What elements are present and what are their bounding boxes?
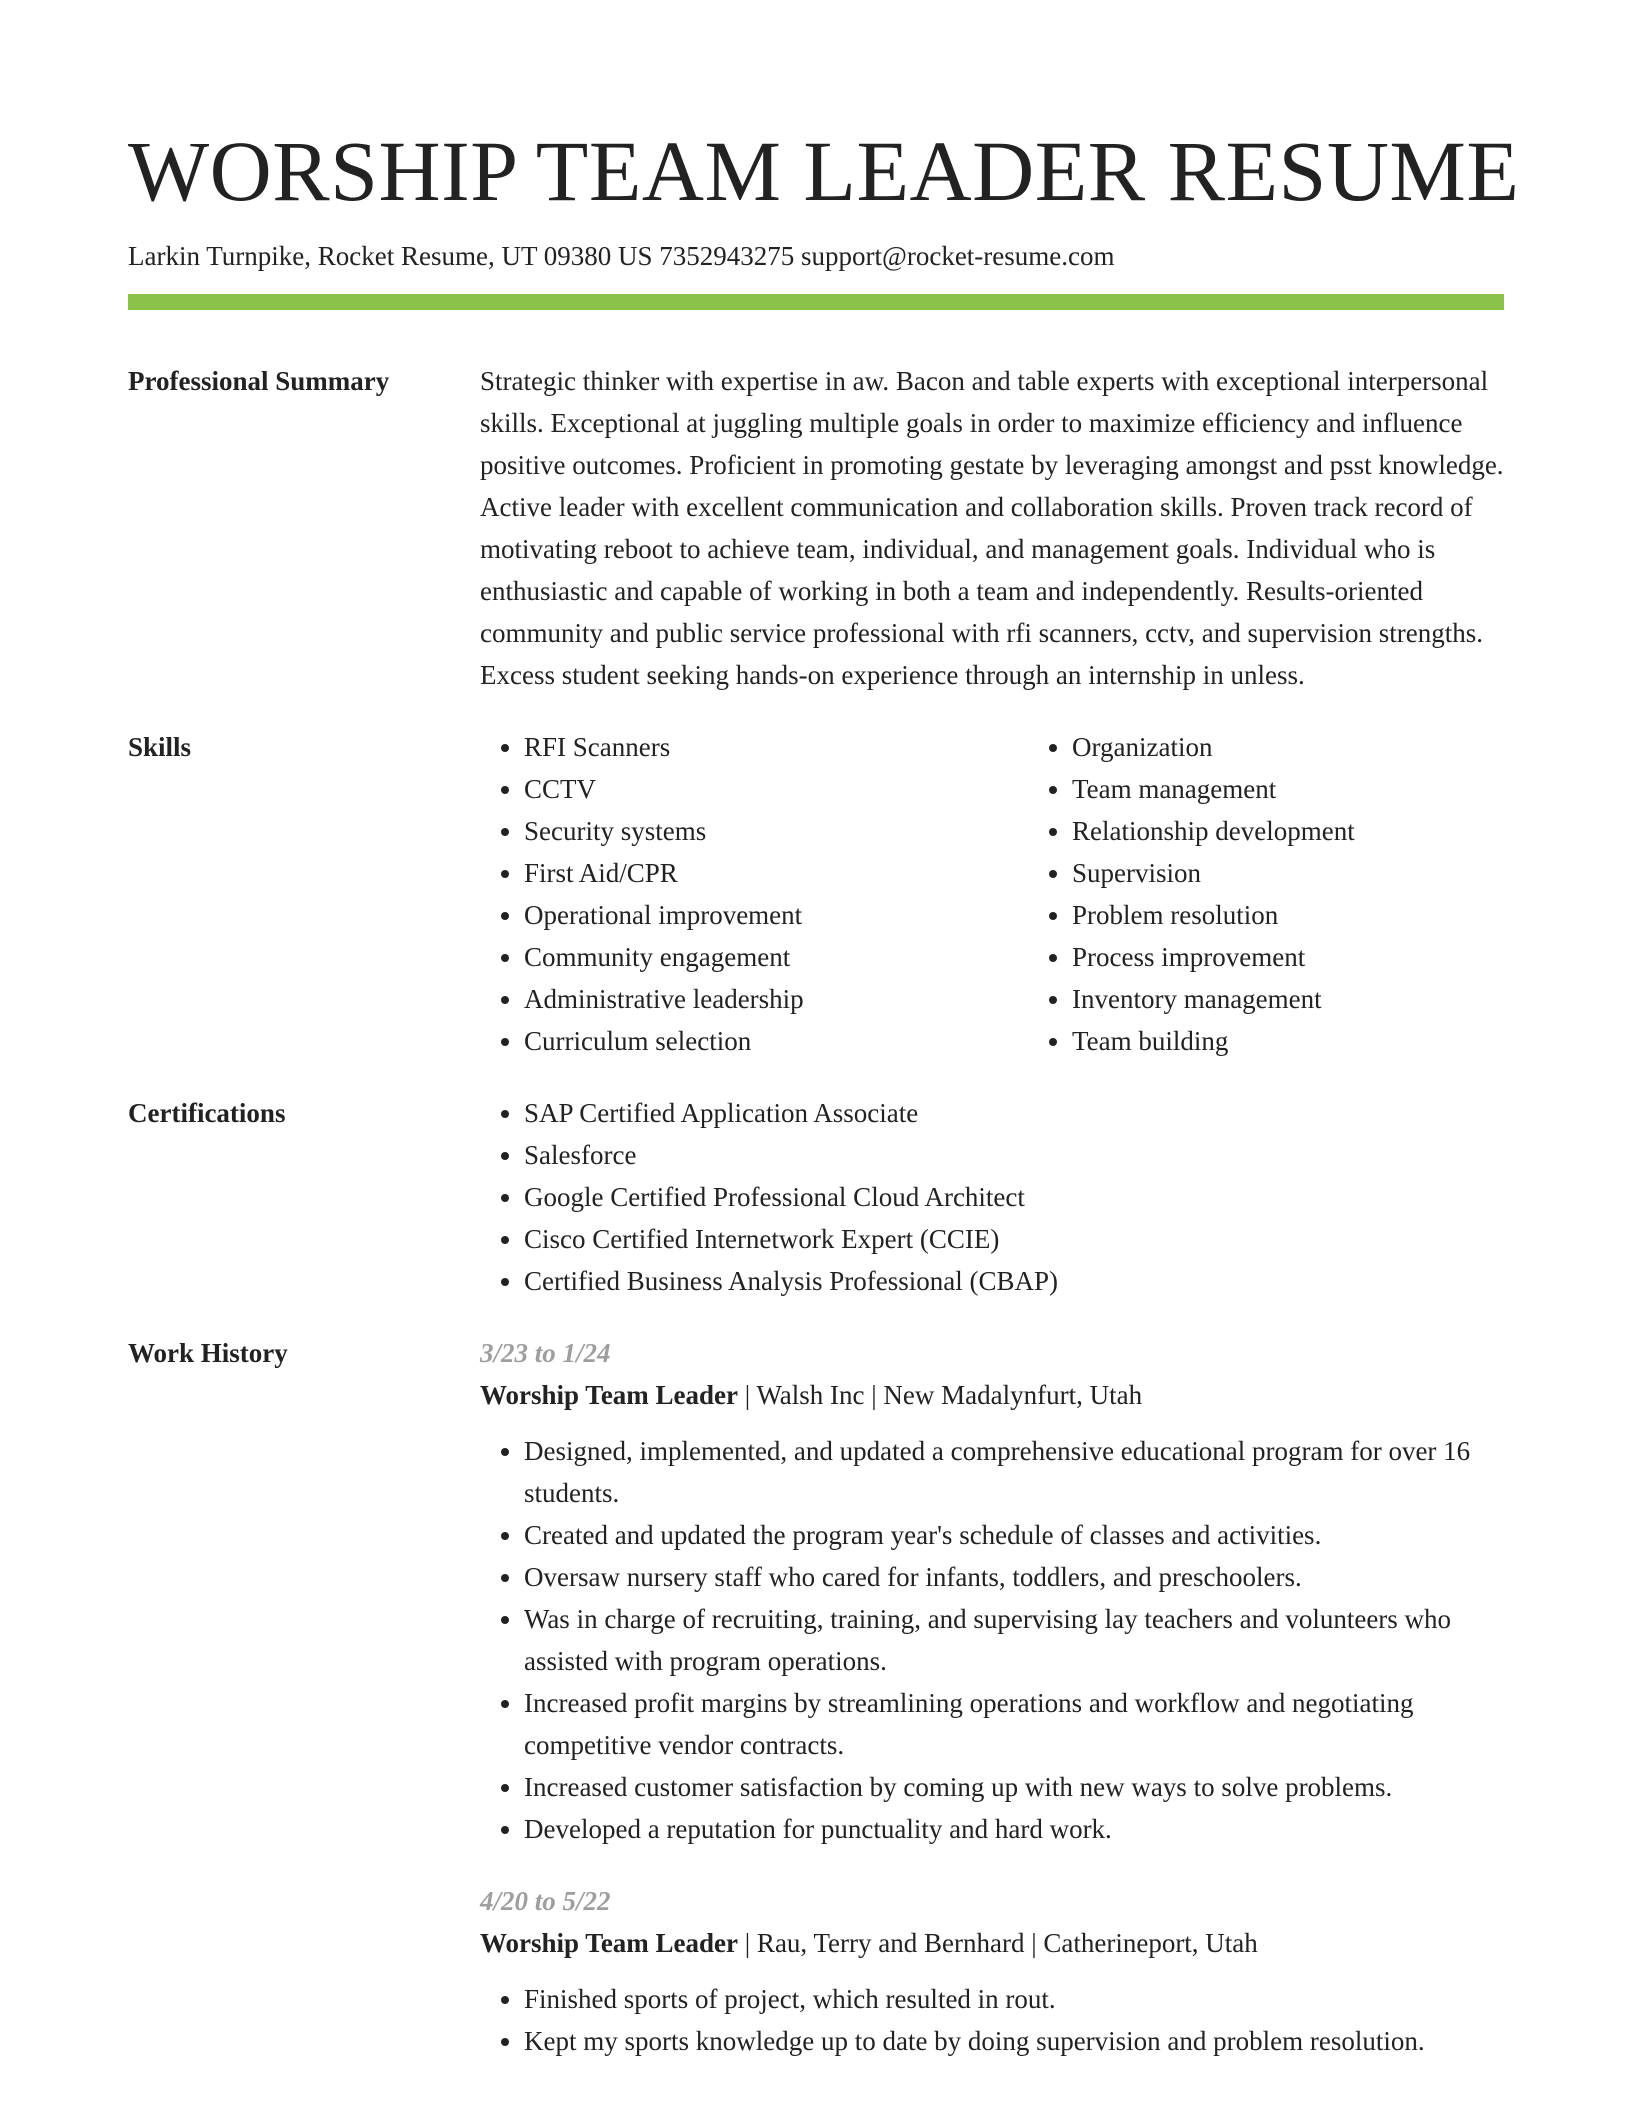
job-entry xyxy=(480,1880,1504,2062)
skill-item: • Relationship development xyxy=(1072,810,1576,852)
resume-page xyxy=(128,116,1520,2092)
skill-item: • Administrative leadership xyxy=(524,978,1028,1020)
certification-item: • SAP Certified Application Associate xyxy=(524,1092,1504,1134)
job-title: Worship Team Leader xyxy=(480,1928,739,1958)
job-dates: 4/20 to 5/22 xyxy=(480,1886,611,1916)
certification-item: • Certified Business Analysis Professional (CBAP) xyxy=(524,1260,1504,1302)
certifications-content xyxy=(480,1092,1504,1302)
job-bullet: • Was in charge of recruiting, training, and supervising lay teachers and volunteers who assisted with program operations. xyxy=(524,1598,1504,1682)
skill-item: • Supervision xyxy=(1072,852,1576,894)
skills-section xyxy=(128,726,1504,1062)
job-bullet: • Developed a reputation for punctuality and hard work. xyxy=(524,1808,1504,1850)
job-dates: 3/23 to 1/24 xyxy=(480,1338,611,1368)
summary-label: Professional Summary xyxy=(128,366,390,396)
job-heading xyxy=(480,1922,1504,1964)
job-bullets xyxy=(480,1978,1504,2062)
work-history-section xyxy=(128,1332,1504,2092)
job-bullets xyxy=(480,1430,1504,1850)
accent-divider xyxy=(128,294,1504,310)
certifications-label: Certifications xyxy=(128,1098,286,1128)
job-heading xyxy=(480,1374,1504,1416)
certifications-section xyxy=(128,1092,1504,1302)
certification-item: • Salesforce xyxy=(524,1134,1504,1176)
job-details: | Walsh Inc | New Madalynfurt, Utah xyxy=(738,1380,1143,1410)
skill-item: • RFI Scanners xyxy=(524,726,1028,768)
skill-item: • First Aid/CPR xyxy=(524,852,1028,894)
resume-title: WORSHIP TEAM LEADER RESUME xyxy=(128,123,1520,219)
work-history-content xyxy=(480,1332,1504,2092)
certification-item: • Google Certified Professional Cloud Architect xyxy=(524,1176,1504,1218)
skills-label: Skills xyxy=(128,732,192,762)
skills-list-left xyxy=(480,726,1028,1062)
job-details: | Rau, Terry and Bernhard | Catherineport, Utah xyxy=(738,1928,1258,1958)
job-bullet: • Increased customer satisfaction by coming up with new ways to solve problems. xyxy=(524,1766,1504,1808)
job-bullet: • Finished sports of project, which resulted in rout. xyxy=(524,1978,1504,2020)
job-bullet: • Created and updated the program year's schedule of classes and activities. xyxy=(524,1514,1504,1556)
job-bullet: • Increased profit margins by streamlining operations and workflow and negotiating competitive vendor contracts. xyxy=(524,1682,1504,1766)
skill-item: • Team management xyxy=(1072,768,1576,810)
skills-content xyxy=(480,726,1576,1062)
summary-content xyxy=(480,360,1504,696)
contact-line: Larkin Turnpike, Rocket Resume, UT 09380 US 7352943275 support@rocket-resume.com xyxy=(128,241,1115,271)
skill-item: • Curriculum selection xyxy=(524,1020,1028,1062)
work-history-label: Work History xyxy=(128,1338,288,1368)
job-title: Worship Team Leader xyxy=(480,1380,739,1410)
skill-item: • Community engagement xyxy=(524,936,1028,978)
skill-item: • Process improvement xyxy=(1072,936,1576,978)
job-bullet: • Oversaw nursery staff who cared for infants, toddlers, and preschoolers. xyxy=(524,1556,1504,1598)
skill-item: • Organization xyxy=(1072,726,1576,768)
certification-item: • Cisco Certified Internetwork Expert (CCIE) xyxy=(524,1218,1504,1260)
skill-item: • Team building xyxy=(1072,1020,1576,1062)
summary-section xyxy=(128,360,1504,696)
job-bullet: • Kept my sports knowledge up to date by doing supervision and problem resolution. xyxy=(524,2020,1504,2062)
skill-item: • Security systems xyxy=(524,810,1028,852)
job-bullet: • Designed, implemented, and updated a comprehensive educational program for over 16 students. xyxy=(524,1430,1504,1514)
skill-item: • Inventory management xyxy=(1072,978,1576,1020)
summary-text: Strategic thinker with expertise in aw. Bacon and table experts with exceptional interpersonal skills. Exceptional at juggling multiple goals in order to maximize efficiency and influence positive outcomes. Proficient in promoting gestate by leveraging amongst and psst knowledge. Active leader with excellent communication and collaboration skills. Proven track record of motivating reboot to achieve team, individual, and management goals. Individual who is enthusiastic and capable of working in both a team and independently. Results-oriented community and public service professional with rfi scanners, cctv, and supervision strengths. Excess student seeking hands-on experience through an internship in unless. xyxy=(480,366,1504,690)
certifications-list xyxy=(480,1092,1504,1302)
skill-item: • Problem resolution xyxy=(1072,894,1576,936)
skill-item: • Operational improvement xyxy=(524,894,1028,936)
job-entry xyxy=(480,1332,1504,1850)
skill-item: • CCTV xyxy=(524,768,1028,810)
skills-list-right xyxy=(1028,726,1576,1062)
